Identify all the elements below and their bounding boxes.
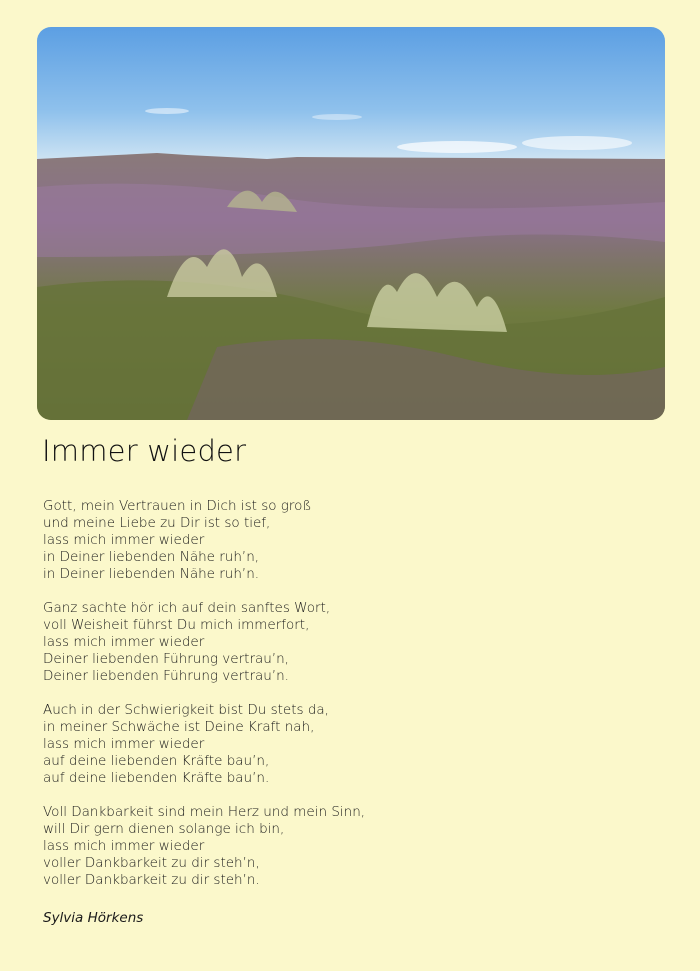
poem-line: Ganz sachte hör ich auf dein sanftes Wort,	[43, 600, 331, 616]
heathland-photo	[37, 27, 665, 420]
poem-line: will Dir gern dienen solange ich bin,	[43, 821, 285, 837]
poem-line: lass mich immer wieder	[43, 736, 205, 752]
poem-line: lass mich immer wieder	[43, 838, 205, 854]
poem-line: voll Weisheit führst Du mich immerfort,	[43, 617, 310, 633]
poem-author: Sylvia Hörkens	[43, 910, 144, 926]
poem-line: Deiner liebenden Führung vertrau’n,	[43, 651, 289, 667]
poem-line: voller Dankbarkeit zu dir steh’n.	[43, 872, 260, 888]
poem-line: in meiner Schwäche ist Deine Kraft nah,	[43, 719, 315, 735]
poem-line: auf deine liebenden Kräfte bau’n.	[43, 770, 270, 786]
poem-line: voller Dankbarkeit zu dir steh’n,	[43, 855, 260, 871]
heathland-landscape-icon	[37, 27, 665, 420]
poem-line: in Deiner liebenden Nähe ruh’n.	[43, 566, 260, 582]
poem-line: lass mich immer wieder	[43, 532, 205, 548]
poem-line: Deiner liebenden Führung vertrau’n.	[43, 668, 289, 684]
poem-line: und meine Liebe zu Dir ist so tief,	[43, 515, 271, 531]
stanza	[43, 498, 643, 583]
stanza	[43, 804, 643, 889]
poem-line: in Deiner liebenden Nähe ruh’n,	[43, 549, 260, 565]
poem-line: lass mich immer wieder	[43, 634, 205, 650]
poem-line: Gott, mein Vertrauen in Dich ist so groß	[43, 498, 312, 514]
poem-line: Voll Dankbarkeit sind mein Herz und mein Sinn,	[43, 804, 366, 820]
poem-line: Auch in der Schwierigkeit bist Du stets da,	[43, 702, 329, 718]
stanza	[43, 702, 643, 787]
stanza	[43, 600, 643, 685]
poem-body	[43, 498, 643, 906]
poem-title: Immer wieder	[42, 434, 247, 468]
poem-line: auf deine liebenden Kräfte bau’n,	[43, 753, 270, 769]
